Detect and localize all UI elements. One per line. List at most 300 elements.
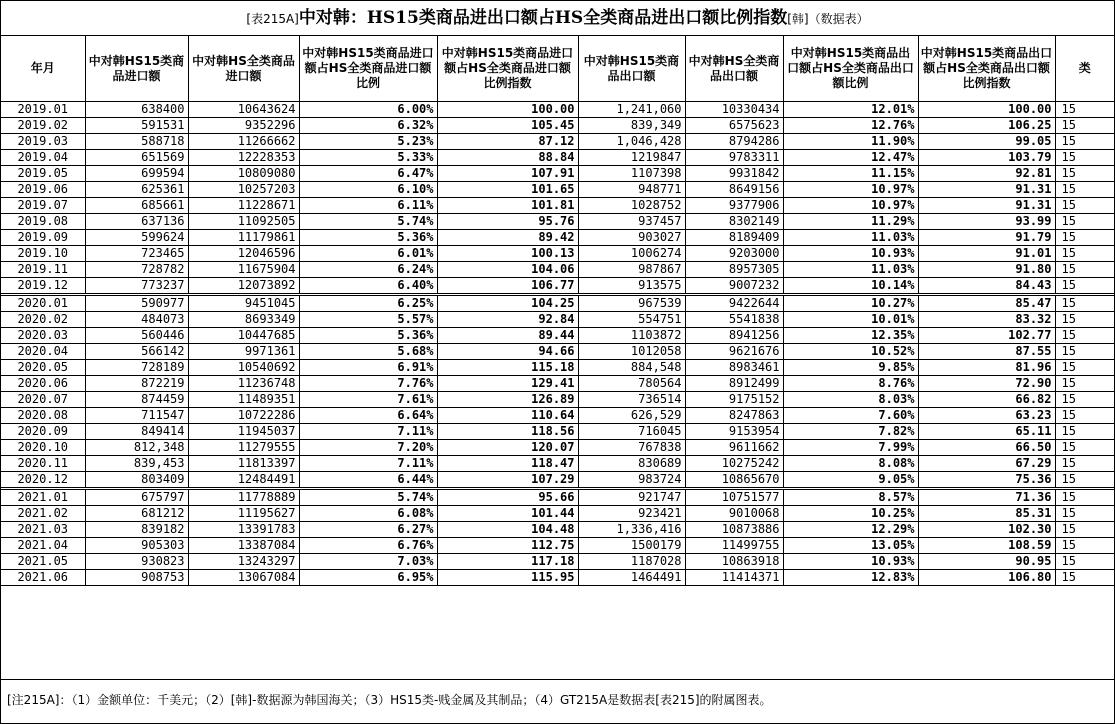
cell-all-import: 13387084 xyxy=(188,538,299,554)
data-table xyxy=(1,36,1114,586)
cell-export-ratio: 12.01% xyxy=(783,102,918,118)
cell-import-index: 110.64 xyxy=(437,408,578,424)
cell-import-ratio: 6.76% xyxy=(299,538,437,554)
cell-hs15-export: 767838 xyxy=(578,440,685,456)
table-row xyxy=(1,182,1114,198)
table-title: 中对韩：HS15类商品进出口额占HS全类商品进出口额比例指数 xyxy=(298,8,788,28)
cell-all-export: 8247863 xyxy=(685,408,783,424)
cell-hs15-import: 930823 xyxy=(85,554,188,570)
cell-all-import: 11675904 xyxy=(188,262,299,278)
table-row xyxy=(1,489,1114,506)
cell-hs15-export: 554751 xyxy=(578,312,685,328)
cell-import-ratio: 7.76% xyxy=(299,376,437,392)
cell-all-import: 12046596 xyxy=(188,246,299,262)
cell-hs15-import: 699594 xyxy=(85,166,188,182)
cell-import-index: 107.91 xyxy=(437,166,578,182)
cell-export-index: 65.11 xyxy=(918,424,1055,440)
cell-month: 2019.06 xyxy=(1,182,85,198)
cell-import-ratio: 7.11% xyxy=(299,456,437,472)
cell-hs15-import: 849414 xyxy=(85,424,188,440)
cell-export-index: 71.36 xyxy=(918,489,1055,506)
cell-class: 15 xyxy=(1055,118,1114,134)
cell-export-index: 91.31 xyxy=(918,198,1055,214)
cell-import-index: 104.25 xyxy=(437,295,578,312)
cell-export-ratio: 11.03% xyxy=(783,230,918,246)
cell-import-index: 89.42 xyxy=(437,230,578,246)
table-tag: [表215A] xyxy=(246,12,299,26)
cell-import-ratio: 5.36% xyxy=(299,230,437,246)
table-row xyxy=(1,134,1114,150)
table-row xyxy=(1,570,1114,586)
cell-export-index: 84.43 xyxy=(918,278,1055,295)
table-row xyxy=(1,166,1114,182)
table-row xyxy=(1,102,1114,118)
table-kind: （数据表） xyxy=(808,12,869,26)
cell-export-index: 83.32 xyxy=(918,312,1055,328)
cell-month: 2019.02 xyxy=(1,118,85,134)
cell-all-import: 11945037 xyxy=(188,424,299,440)
cell-all-import: 11266662 xyxy=(188,134,299,150)
cell-month: 2019.12 xyxy=(1,278,85,295)
cell-import-index: 89.44 xyxy=(437,328,578,344)
cell-import-ratio: 6.11% xyxy=(299,198,437,214)
col-header-all-import: 中对韩HS全类商品进口额 xyxy=(188,36,299,102)
cell-export-index: 102.77 xyxy=(918,328,1055,344)
cell-all-export: 10275242 xyxy=(685,456,783,472)
cell-month: 2019.05 xyxy=(1,166,85,182)
cell-all-import: 13391783 xyxy=(188,522,299,538)
cell-export-ratio: 11.03% xyxy=(783,262,918,278)
cell-export-index: 85.31 xyxy=(918,506,1055,522)
cell-export-ratio: 10.97% xyxy=(783,198,918,214)
cell-import-ratio: 6.40% xyxy=(299,278,437,295)
cell-export-ratio: 7.99% xyxy=(783,440,918,456)
cell-all-import: 12073892 xyxy=(188,278,299,295)
cell-import-ratio: 7.03% xyxy=(299,554,437,570)
cell-class: 15 xyxy=(1055,408,1114,424)
table-row xyxy=(1,198,1114,214)
cell-export-ratio: 8.08% xyxy=(783,456,918,472)
cell-class: 15 xyxy=(1055,344,1114,360)
table-row xyxy=(1,328,1114,344)
cell-hs15-export: 1187028 xyxy=(578,554,685,570)
cell-export-ratio: 10.25% xyxy=(783,506,918,522)
cell-class: 15 xyxy=(1055,538,1114,554)
table-row xyxy=(1,295,1114,312)
cell-hs15-import: 638400 xyxy=(85,102,188,118)
cell-hs15-import: 803409 xyxy=(85,472,188,489)
cell-hs15-export: 903027 xyxy=(578,230,685,246)
cell-month: 2019.11 xyxy=(1,262,85,278)
cell-import-ratio: 7.20% xyxy=(299,440,437,456)
cell-import-index: 92.84 xyxy=(437,312,578,328)
cell-hs15-export: 1107398 xyxy=(578,166,685,182)
cell-all-import: 11279555 xyxy=(188,440,299,456)
cell-hs15-import: 681212 xyxy=(85,506,188,522)
cell-export-ratio: 12.83% xyxy=(783,570,918,586)
table-row xyxy=(1,456,1114,472)
cell-month: 2021.05 xyxy=(1,554,85,570)
cell-import-index: 101.81 xyxy=(437,198,578,214)
cell-export-ratio: 10.52% xyxy=(783,344,918,360)
cell-import-ratio: 6.91% xyxy=(299,360,437,376)
cell-all-export: 8649156 xyxy=(685,182,783,198)
cell-hs15-export: 716045 xyxy=(578,424,685,440)
cell-import-ratio: 6.24% xyxy=(299,262,437,278)
cell-export-ratio: 12.35% xyxy=(783,328,918,344)
cell-class: 15 xyxy=(1055,198,1114,214)
cell-month: 2021.03 xyxy=(1,522,85,538)
cell-class: 15 xyxy=(1055,456,1114,472)
cell-import-index: 126.89 xyxy=(437,392,578,408)
cell-import-index: 120.07 xyxy=(437,440,578,456)
cell-import-ratio: 6.32% xyxy=(299,118,437,134)
cell-all-export: 9153954 xyxy=(685,424,783,440)
cell-export-ratio: 10.93% xyxy=(783,554,918,570)
cell-month: 2020.08 xyxy=(1,408,85,424)
table-row xyxy=(1,424,1114,440)
cell-hs15-export: 1103872 xyxy=(578,328,685,344)
cell-class: 15 xyxy=(1055,295,1114,312)
cell-export-index: 67.29 xyxy=(918,456,1055,472)
cell-all-export: 8794286 xyxy=(685,134,783,150)
cell-all-export: 9931842 xyxy=(685,166,783,182)
cell-export-ratio: 7.82% xyxy=(783,424,918,440)
cell-hs15-export: 736514 xyxy=(578,392,685,408)
cell-export-ratio: 11.90% xyxy=(783,134,918,150)
cell-export-ratio: 8.03% xyxy=(783,392,918,408)
cell-all-export: 10330434 xyxy=(685,102,783,118)
cell-import-ratio: 5.74% xyxy=(299,489,437,506)
cell-export-index: 108.59 xyxy=(918,538,1055,554)
cell-class: 15 xyxy=(1055,506,1114,522)
cell-class: 15 xyxy=(1055,262,1114,278)
cell-import-index: 117.18 xyxy=(437,554,578,570)
cell-hs15-export: 967539 xyxy=(578,295,685,312)
cell-class: 15 xyxy=(1055,134,1114,150)
cell-hs15-import: 651569 xyxy=(85,150,188,166)
cell-hs15-export: 921747 xyxy=(578,489,685,506)
cell-hs15-export: 937457 xyxy=(578,214,685,230)
cell-class: 15 xyxy=(1055,150,1114,166)
cell-hs15-import: 675797 xyxy=(85,489,188,506)
cell-month: 2020.10 xyxy=(1,440,85,456)
cell-hs15-import: 839182 xyxy=(85,522,188,538)
cell-export-ratio: 10.27% xyxy=(783,295,918,312)
cell-import-ratio: 6.08% xyxy=(299,506,437,522)
cell-hs15-export: 987867 xyxy=(578,262,685,278)
table-row xyxy=(1,376,1114,392)
cell-import-ratio: 6.44% xyxy=(299,472,437,489)
cell-hs15-export: 839,349 xyxy=(578,118,685,134)
cell-all-import: 13243297 xyxy=(188,554,299,570)
cell-month: 2021.04 xyxy=(1,538,85,554)
cell-import-index: 118.47 xyxy=(437,456,578,472)
cell-import-index: 100.00 xyxy=(437,102,578,118)
cell-export-index: 87.55 xyxy=(918,344,1055,360)
col-header-hs15-import: 中对韩HS15类商品进口额 xyxy=(85,36,188,102)
cell-import-index: 115.18 xyxy=(437,360,578,376)
cell-export-index: 75.36 xyxy=(918,472,1055,489)
cell-export-index: 102.30 xyxy=(918,522,1055,538)
table-row xyxy=(1,230,1114,246)
cell-export-index: 63.23 xyxy=(918,408,1055,424)
cell-all-import: 10540692 xyxy=(188,360,299,376)
cell-all-import: 11092505 xyxy=(188,214,299,230)
table-row xyxy=(1,150,1114,166)
cell-all-export: 9422644 xyxy=(685,295,783,312)
cell-class: 15 xyxy=(1055,360,1114,376)
cell-month: 2020.12 xyxy=(1,472,85,489)
cell-export-ratio: 12.76% xyxy=(783,118,918,134)
cell-all-import: 11813397 xyxy=(188,456,299,472)
cell-all-import: 11195627 xyxy=(188,506,299,522)
cell-all-import: 11228671 xyxy=(188,198,299,214)
cell-import-ratio: 7.11% xyxy=(299,424,437,440)
cell-all-export: 8957305 xyxy=(685,262,783,278)
table-row xyxy=(1,554,1114,570)
cell-export-ratio: 10.93% xyxy=(783,246,918,262)
cell-class: 15 xyxy=(1055,230,1114,246)
cell-export-index: 91.80 xyxy=(918,262,1055,278)
cell-hs15-export: 1028752 xyxy=(578,198,685,214)
cell-export-index: 106.80 xyxy=(918,570,1055,586)
cell-month: 2020.03 xyxy=(1,328,85,344)
cell-hs15-import: 560446 xyxy=(85,328,188,344)
cell-month: 2019.04 xyxy=(1,150,85,166)
cell-class: 15 xyxy=(1055,166,1114,182)
cell-hs15-export: 626,529 xyxy=(578,408,685,424)
cell-all-import: 11778889 xyxy=(188,489,299,506)
cell-import-ratio: 5.74% xyxy=(299,214,437,230)
cell-import-index: 106.77 xyxy=(437,278,578,295)
cell-export-ratio: 10.97% xyxy=(783,182,918,198)
cell-hs15-import: 723465 xyxy=(85,246,188,262)
cell-hs15-export: 1,046,428 xyxy=(578,134,685,150)
cell-import-ratio: 6.00% xyxy=(299,102,437,118)
col-header-import-ratio: 中对韩HS15类商品进口额占HS全类商品进口额比例 xyxy=(299,36,437,102)
cell-all-export: 9377906 xyxy=(685,198,783,214)
cell-all-export: 10865670 xyxy=(685,472,783,489)
cell-import-index: 95.66 xyxy=(437,489,578,506)
cell-hs15-export: 884,548 xyxy=(578,360,685,376)
cell-all-export: 10873886 xyxy=(685,522,783,538)
cell-class: 15 xyxy=(1055,312,1114,328)
header-row xyxy=(1,36,1114,102)
cell-all-import: 13067084 xyxy=(188,570,299,586)
table-row xyxy=(1,278,1114,295)
cell-month: 2019.09 xyxy=(1,230,85,246)
cell-export-ratio: 9.05% xyxy=(783,472,918,489)
cell-hs15-import: 905303 xyxy=(85,538,188,554)
cell-month: 2019.07 xyxy=(1,198,85,214)
col-header-hs15-export: 中对韩HS15类商品出口额 xyxy=(578,36,685,102)
cell-hs15-export: 1,336,416 xyxy=(578,522,685,538)
cell-export-ratio: 11.15% xyxy=(783,166,918,182)
cell-hs15-import: 599624 xyxy=(85,230,188,246)
cell-import-ratio: 6.27% xyxy=(299,522,437,538)
cell-all-export: 9175152 xyxy=(685,392,783,408)
cell-all-export: 9203000 xyxy=(685,246,783,262)
table-row xyxy=(1,214,1114,230)
cell-import-ratio: 5.36% xyxy=(299,328,437,344)
cell-hs15-import: 908753 xyxy=(85,570,188,586)
cell-hs15-import: 590977 xyxy=(85,295,188,312)
cell-class: 15 xyxy=(1055,554,1114,570)
cell-hs15-export: 830689 xyxy=(578,456,685,472)
cell-import-index: 104.06 xyxy=(437,262,578,278)
cell-hs15-import: 711547 xyxy=(85,408,188,424)
cell-class: 15 xyxy=(1055,376,1114,392)
cell-export-ratio: 8.76% xyxy=(783,376,918,392)
cell-all-export: 5541838 xyxy=(685,312,783,328)
col-header-import-index: 中对韩HS15类商品进口额占HS全类商品进口额比例指数 xyxy=(437,36,578,102)
cell-class: 15 xyxy=(1055,278,1114,295)
cell-all-export: 8912499 xyxy=(685,376,783,392)
cell-all-export: 10863918 xyxy=(685,554,783,570)
table-row xyxy=(1,344,1114,360)
cell-all-import: 10809080 xyxy=(188,166,299,182)
cell-import-index: 104.48 xyxy=(437,522,578,538)
cell-import-ratio: 5.57% xyxy=(299,312,437,328)
cell-hs15-import: 872219 xyxy=(85,376,188,392)
cell-class: 15 xyxy=(1055,440,1114,456)
cell-all-import: 10643624 xyxy=(188,102,299,118)
cell-all-import: 9352296 xyxy=(188,118,299,134)
cell-hs15-import: 588718 xyxy=(85,134,188,150)
cell-import-index: 105.45 xyxy=(437,118,578,134)
cell-export-index: 72.90 xyxy=(918,376,1055,392)
cell-month: 2020.01 xyxy=(1,295,85,312)
cell-all-export: 9611662 xyxy=(685,440,783,456)
cell-import-ratio: 6.64% xyxy=(299,408,437,424)
cell-month: 2019.03 xyxy=(1,134,85,150)
cell-class: 15 xyxy=(1055,489,1114,506)
cell-all-import: 9971361 xyxy=(188,344,299,360)
table-row xyxy=(1,408,1114,424)
sheet-title xyxy=(1,1,1114,36)
cell-export-index: 91.01 xyxy=(918,246,1055,262)
cell-import-ratio: 7.61% xyxy=(299,392,437,408)
cell-class: 15 xyxy=(1055,522,1114,538)
cell-hs15-import: 484073 xyxy=(85,312,188,328)
cell-all-import: 12228353 xyxy=(188,150,299,166)
cell-hs15-export: 948771 xyxy=(578,182,685,198)
cell-import-index: 94.66 xyxy=(437,344,578,360)
cell-month: 2019.10 xyxy=(1,246,85,262)
cell-hs15-import: 685661 xyxy=(85,198,188,214)
cell-all-export: 9783311 xyxy=(685,150,783,166)
cell-export-ratio: 10.14% xyxy=(783,278,918,295)
cell-export-index: 103.79 xyxy=(918,150,1055,166)
cell-hs15-export: 1012058 xyxy=(578,344,685,360)
cell-all-export: 9621676 xyxy=(685,344,783,360)
cell-month: 2020.05 xyxy=(1,360,85,376)
cell-all-import: 11179861 xyxy=(188,230,299,246)
cell-all-export: 6575623 xyxy=(685,118,783,134)
cell-month: 2020.04 xyxy=(1,344,85,360)
cell-import-ratio: 6.47% xyxy=(299,166,437,182)
table-row xyxy=(1,246,1114,262)
cell-import-ratio: 5.23% xyxy=(299,134,437,150)
cell-hs15-export: 1006274 xyxy=(578,246,685,262)
cell-month: 2021.06 xyxy=(1,570,85,586)
table-row xyxy=(1,440,1114,456)
cell-class: 15 xyxy=(1055,182,1114,198)
cell-export-ratio: 12.29% xyxy=(783,522,918,538)
cell-import-index: 118.56 xyxy=(437,424,578,440)
cell-hs15-import: 773237 xyxy=(85,278,188,295)
table-row xyxy=(1,522,1114,538)
cell-month: 2020.06 xyxy=(1,376,85,392)
cell-import-ratio: 6.10% xyxy=(299,182,437,198)
cell-import-index: 101.44 xyxy=(437,506,578,522)
cell-month: 2021.02 xyxy=(1,506,85,522)
cell-month: 2020.11 xyxy=(1,456,85,472)
cell-class: 15 xyxy=(1055,246,1114,262)
footnote: [注215A]：（1）金额单位：千美元；（2）[韩]-数据源为韩国海关；（3）HS15类-贱金属及其制品；（4）GT215A是数据表[表215]的附属图表。 xyxy=(1,679,1114,723)
cell-all-export: 11499755 xyxy=(685,538,783,554)
col-header-month: 年月 xyxy=(1,36,85,102)
cell-export-ratio: 9.85% xyxy=(783,360,918,376)
cell-export-index: 99.05 xyxy=(918,134,1055,150)
table-row xyxy=(1,262,1114,278)
cell-export-ratio: 11.29% xyxy=(783,214,918,230)
cell-all-export: 10751577 xyxy=(685,489,783,506)
cell-hs15-import: 812,348 xyxy=(85,440,188,456)
cell-class: 15 xyxy=(1055,570,1114,586)
cell-export-index: 91.31 xyxy=(918,182,1055,198)
cell-hs15-import: 839,453 xyxy=(85,456,188,472)
cell-all-import: 12484491 xyxy=(188,472,299,489)
cell-all-import: 11236748 xyxy=(188,376,299,392)
cell-all-export: 8302149 xyxy=(685,214,783,230)
cell-import-index: 88.84 xyxy=(437,150,578,166)
cell-all-import: 9451045 xyxy=(188,295,299,312)
cell-export-index: 92.81 xyxy=(918,166,1055,182)
cell-import-ratio: 6.25% xyxy=(299,295,437,312)
cell-export-index: 91.79 xyxy=(918,230,1055,246)
table-row xyxy=(1,118,1114,134)
col-header-all-export: 中对韩HS全类商品出口额 xyxy=(685,36,783,102)
cell-class: 15 xyxy=(1055,214,1114,230)
cell-import-index: 87.12 xyxy=(437,134,578,150)
cell-all-import: 10447685 xyxy=(188,328,299,344)
cell-export-index: 100.00 xyxy=(918,102,1055,118)
cell-export-index: 93.99 xyxy=(918,214,1055,230)
cell-month: 2020.09 xyxy=(1,424,85,440)
cell-month: 2020.02 xyxy=(1,312,85,328)
cell-export-index: 106.25 xyxy=(918,118,1055,134)
col-header-export-index: 中对韩HS15类商品出口额占HS全类商品出口额比例指数 xyxy=(918,36,1055,102)
cell-hs15-import: 566142 xyxy=(85,344,188,360)
cell-all-export: 11414371 xyxy=(685,570,783,586)
source-tag: [韩] xyxy=(787,12,809,26)
cell-month: 2019.01 xyxy=(1,102,85,118)
cell-hs15-import: 591531 xyxy=(85,118,188,134)
cell-export-index: 81.96 xyxy=(918,360,1055,376)
col-header-class: 类 xyxy=(1055,36,1114,102)
cell-import-ratio: 5.68% xyxy=(299,344,437,360)
cell-export-ratio: 12.47% xyxy=(783,150,918,166)
cell-all-import: 10722286 xyxy=(188,408,299,424)
col-header-export-ratio: 中对韩HS15类商品出口额占HS全类商品出口额比例 xyxy=(783,36,918,102)
cell-import-index: 101.65 xyxy=(437,182,578,198)
table-row xyxy=(1,506,1114,522)
cell-class: 15 xyxy=(1055,328,1114,344)
table-row xyxy=(1,392,1114,408)
cell-hs15-export: 983724 xyxy=(578,472,685,489)
